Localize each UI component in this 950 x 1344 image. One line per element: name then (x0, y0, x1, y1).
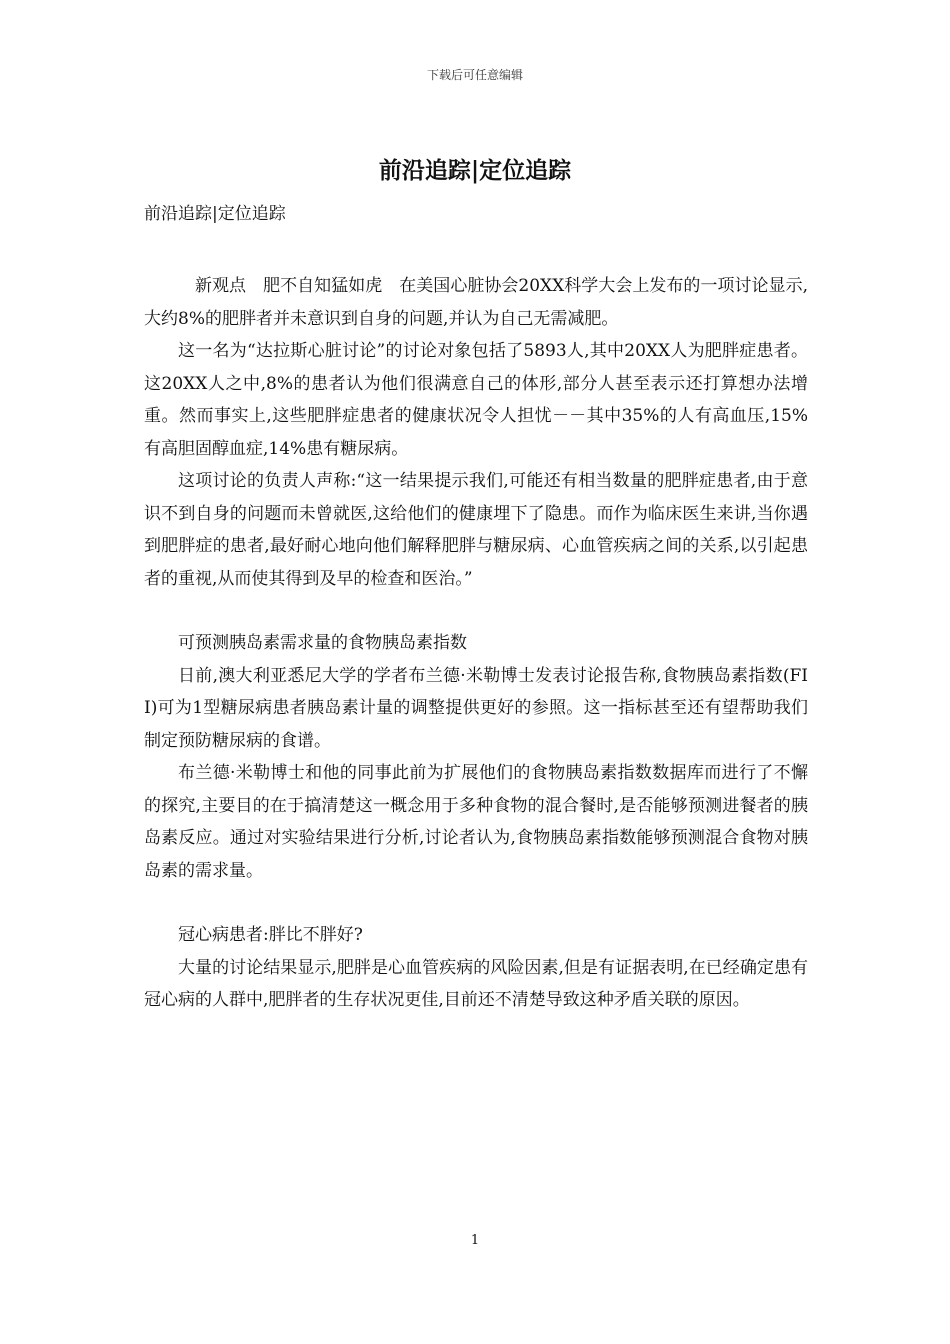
paragraph-obesity-paradox: 大量的讨论结果显示,肥胖是心血管疾病的风险因素,但是有证据表明,在已经确定患有冠心病的人群中,肥胖者的生存状况更佳,目前还不清楚导致这种矛盾关联的原因。 (144, 957, 808, 1010)
section-heading-coronary-obesity: 冠心病患者:胖比不胖好? (178, 925, 363, 945)
paragraph-study-lead-quote: 这项讨论的负责人声称:“这一结果提示我们,可能还有相当数量的肥胖症患者,由于意识不到自身的问题而未曾就医,这给他们的健康埋下了隐患。而作为临床医生来讲,当你遇到肥胖症的患者,最好耐心地向他们解释肥胖与糖尿病、心血管疾病之间的关系,以引起患者的重视,从而使其得到及早的检查和医治。” (144, 471, 808, 589)
page-number: 1 (470, 1233, 480, 1248)
page-header-note: 下载后可任意编辑 (426, 68, 523, 82)
paragraph-dallas-study: 这一名为“达拉斯心脏讨论”的讨论对象包括了5893人,其中20XX人为肥胖症患者。这20XX人之中,8%的患者认为他们很满意自己的体形,部分人甚至表示还打算想办法增重。然而事实上,这些肥胖症患者的健康状况令人担忧－－其中35%的人有高血压,15%有高胆固醇血症,14%患有糖尿病。 (144, 341, 808, 459)
paragraph-fii-report: 日前,澳大利亚悉尼大学的学者布兰德·米勒博士发表讨论报告称,食物胰岛素指数(FII)可为1型糖尿病患者胰岛素计量的调整提供更好的参照。这一指标甚至还有望帮助我们制定预防糖尿病的食谱。 (144, 665, 808, 751)
paragraph-fii-research: 布兰德·米勒博士和他的同事此前为扩展他们的食物胰岛素指数数据库而进行了不懈的探究,主要目的在于搞清楚这一概念用于多种食物的混合餐时,是否能够预测进餐者的胰岛素反应。通过对实验结果进行分析,讨论者认为,食物胰岛素指数能够预测混合食物对胰岛素的需求量。 (144, 763, 808, 881)
paragraph-new-viewpoint: 新观点 肥不自知猛如虎 在美国心脏协会20XX科学大会上发布的一项讨论显示,大约8%的肥胖者并未意识到自身的问题,并认为自己无需减肥。 (144, 276, 808, 329)
section-spacer (144, 595, 808, 627)
section-heading-food-insulin-index: 可预测胰岛素需求量的食物胰岛素指数 (178, 633, 467, 653)
document-body (144, 270, 808, 1017)
document-title: 前沿追踪|定位追踪 (378, 157, 572, 184)
section-spacer (144, 887, 808, 919)
document-subtitle: 前沿追踪|定位追踪 (144, 204, 286, 224)
